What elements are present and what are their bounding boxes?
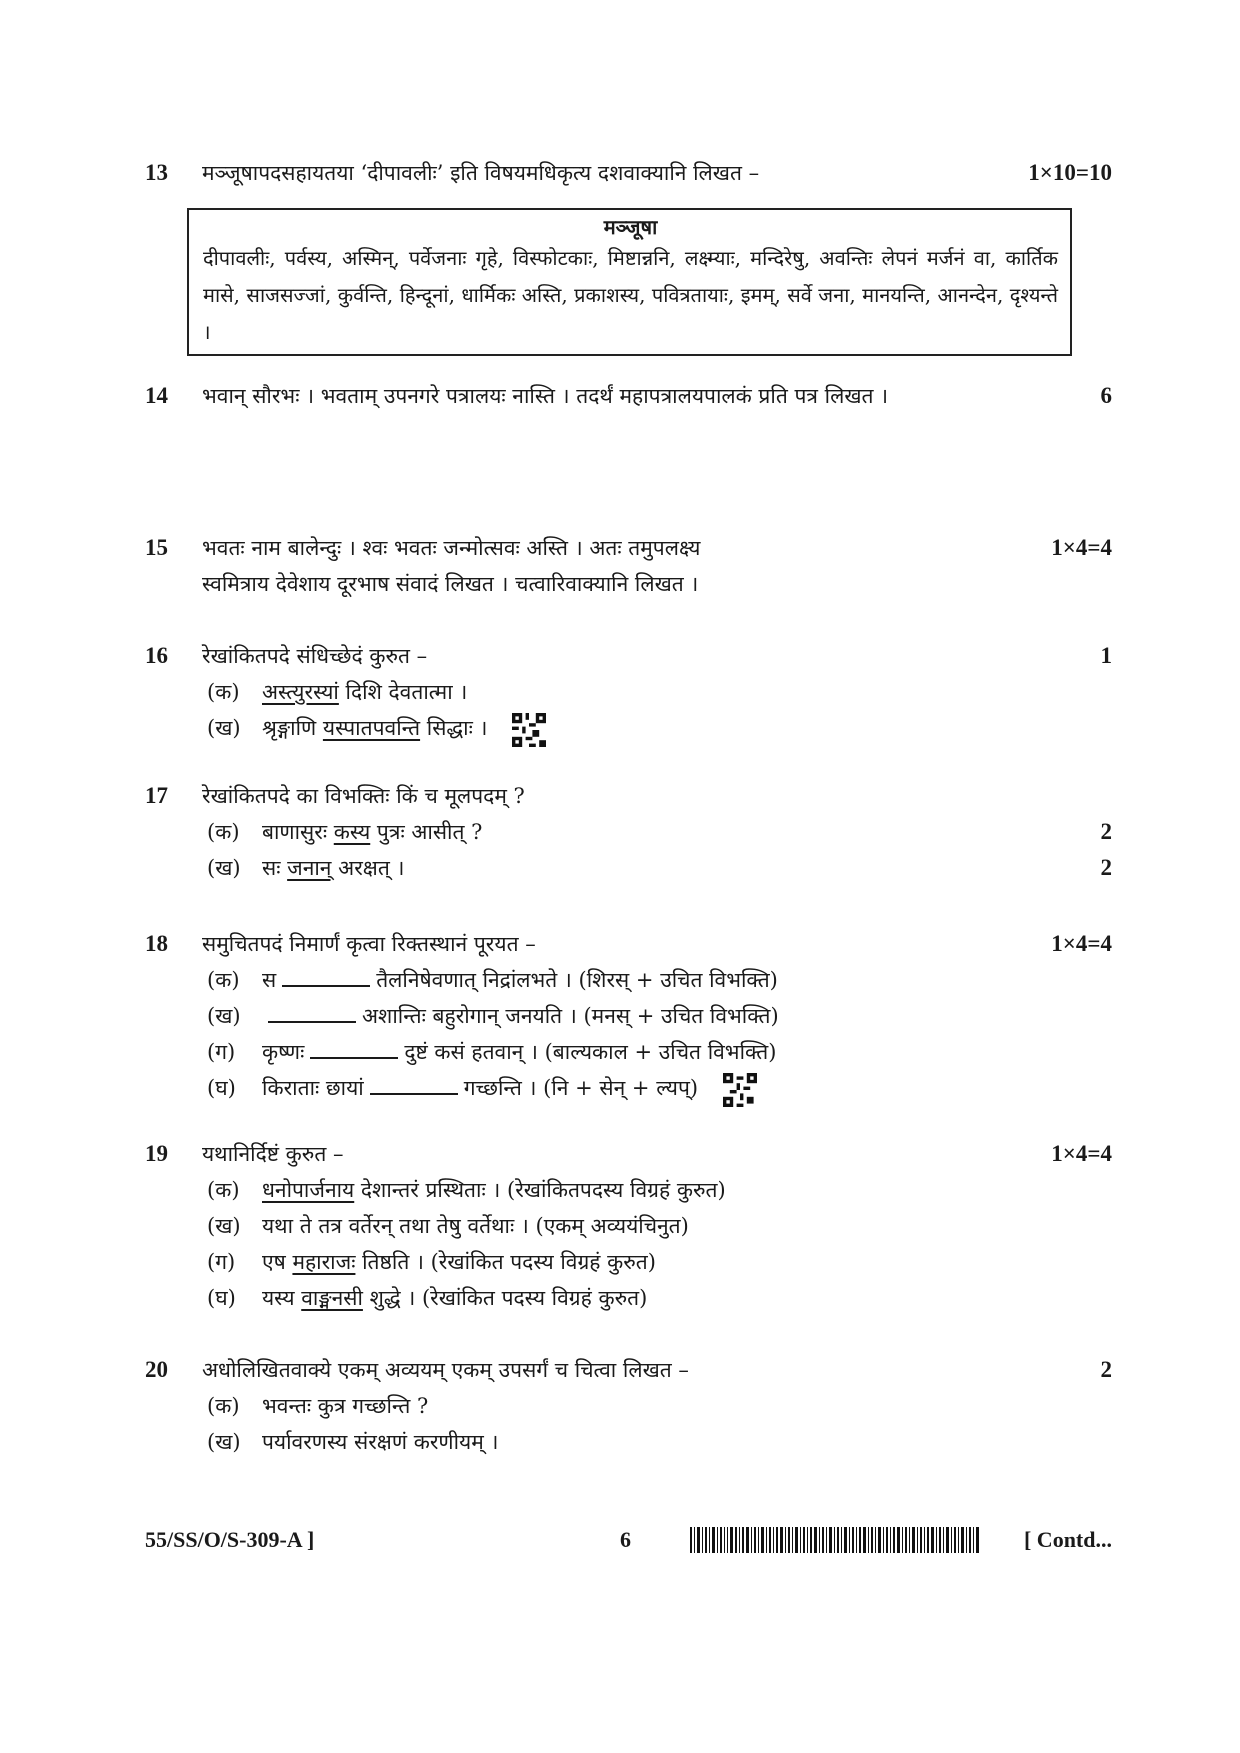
- paper-code: 55/SS/O/S-309-A ]: [145, 1527, 315, 1552]
- fill-blank: [310, 1037, 398, 1059]
- question-17: [145, 778, 1130, 886]
- barcode-icon: [690, 1527, 980, 1553]
- marks: 2: [1100, 1357, 1112, 1382]
- word-box-title: मञ्जूषा: [603, 215, 658, 239]
- question-number: 14: [145, 383, 168, 408]
- sub-question-kha: (ख) अशान्तिः बहुरोगान् जनयति । (मनस् + उचित विभक्ति): [207, 998, 779, 1034]
- question-13: [145, 155, 1130, 191]
- question-20: [145, 1352, 1130, 1460]
- question-18: [145, 926, 1130, 1106]
- question-16: [145, 638, 1130, 746]
- sub-question-kha: (ख) पर्यावरणस्य संरक्षणं करणीयम् ।: [207, 1430, 499, 1454]
- question-number: 17: [145, 783, 168, 808]
- sub-question-kha: (ख) श्रृङ्गाणि यस्पातपवन्ति सिद्धाः ।: [207, 710, 546, 747]
- marks: 1×4=4: [1051, 535, 1112, 560]
- question-number: 19: [145, 1141, 168, 1166]
- sub-question-kha: (ख) सः जनान् अरक्षत् ।: [207, 856, 405, 880]
- marks: 1×4=4: [1051, 1141, 1112, 1166]
- sub-question-ka: (क) स तैलनिषेवणात् निद्रांलभते । (शिरस् + उचित विभक्ति): [207, 962, 778, 998]
- marks: 1: [1100, 643, 1112, 668]
- sub-question-ga: (ग) कृष्णः दुष्टं कसं हतवान् । (बाल्यकाल + उचित विभक्ति): [207, 1034, 776, 1070]
- fill-blank: [370, 1073, 458, 1095]
- question-text-line-2: स्वमित्राय देवेशाय दूरभाष संवादं लिखत । चत्वारिवाक्यानि लिखत ।: [202, 572, 699, 596]
- question-15: [145, 530, 1130, 602]
- fill-blank: [268, 1001, 356, 1023]
- sub-question-ka: (क) अस्त्युरस्यां दिशि देवतात्मा ।: [207, 680, 468, 704]
- word-box-text: दीपावलीः, पर्वस्य, अस्मिन्, पर्वेजनाः गृहे, विस्फोटकाः, मिष्टान्ननि, लक्ष्म्याः, मन्दिरेषु, अवन्तिः लेपनं मर्जनं वा, कार्तिक मासे, साजसज्जां, कुर्वन्ति, हिन्दूनां, धार्मिकः अस्ति, प्रकाशस्य, पवित्रतायाः, इमम्, सर्वे जना, मानयन्ति, आनन्देन, दृश्यन्ते ।: [203, 246, 1058, 344]
- sub-question-ka: (क) भवन्तः कुत्र गच्छन्ति ?: [207, 1394, 429, 1418]
- marks: 2: [1100, 855, 1112, 880]
- qr-code-icon: [512, 713, 546, 747]
- question-19: [145, 1136, 1130, 1316]
- question-text: रेखांकितपदे संधिच्छेदं कुरुत –: [202, 644, 428, 668]
- question-text: अधोलिखितवाक्ये एकम् अव्ययम् एकम् उपसर्गं च चित्वा लिखत –: [202, 1358, 689, 1382]
- marks: 1×4=4: [1051, 931, 1112, 956]
- sub-question-kha: (ख) यथा ते तत्र वर्तेरन् तथा तेषु वर्तेथाः । (एकम् अव्ययंचिनुत): [207, 1214, 689, 1238]
- fill-blank: [282, 965, 370, 987]
- question-text: मञ्जूषापदसहायतया ‘दीपावलीः’ इति विषयमधिकृत्य दशवाक्यानि लिखत –: [202, 161, 760, 185]
- continued-label: [ Contd...: [1023, 1527, 1112, 1552]
- marks: 2: [1100, 819, 1112, 844]
- sub-question-ka: (क) बाणासुरः कस्य पुत्रः आसीत् ?: [207, 820, 483, 844]
- question-text: भवतः नाम बालेन्दुः । श्वः भवतः जन्मोत्सवः अस्ति । अतः तमुपलक्ष्य: [202, 536, 701, 560]
- page-number: 6: [620, 1527, 631, 1552]
- qr-code-icon: [723, 1073, 757, 1107]
- question-number: 18: [145, 931, 168, 956]
- sub-question-ga: (ग) एष महाराजः तिष्ठति । (रेखांकित पदस्य विग्रहं कुरुत): [207, 1250, 656, 1274]
- word-box: [187, 208, 1072, 356]
- marks: 6: [1100, 383, 1112, 408]
- sub-question-gha: (घ) किराताः छायां गच्छन्ति । (नि + सेन् + ल्यप्): [207, 1070, 757, 1107]
- question-number: 13: [145, 160, 168, 185]
- question-text: समुचितपदं निमार्णं कृत्वा रिक्तस्थानं पूरयत –: [202, 932, 536, 956]
- sub-question-gha: (घ) यस्य वाङ्मनसी शुद्धे । (रेखांकित पदस्य विग्रहं कुरुत): [207, 1286, 648, 1310]
- question-number: 16: [145, 643, 168, 668]
- question-text: भवान् सौरभः । भवताम् उपनगरे पत्रालयः नास्ति । तदर्थं महापत्रालयपालकं प्रति पत्र लिखत ।: [202, 384, 889, 408]
- sub-question-ka: (क) धनोपार्जनाय देशान्तरं प्रस्थिताः । (रेखांकितपदस्य विग्रहं कुरुत): [207, 1178, 726, 1202]
- question-14: [145, 378, 1130, 414]
- marks: 1×10=10: [1028, 160, 1112, 185]
- question-text: रेखांकितपदे का विभक्तिः किं च मूलपदम् ?: [202, 784, 525, 808]
- question-text: यथानिर्दिष्टं कुरुत –: [202, 1142, 344, 1166]
- page-footer: [145, 1520, 1130, 1560]
- question-number: 20: [145, 1357, 168, 1382]
- question-number: 15: [145, 535, 168, 560]
